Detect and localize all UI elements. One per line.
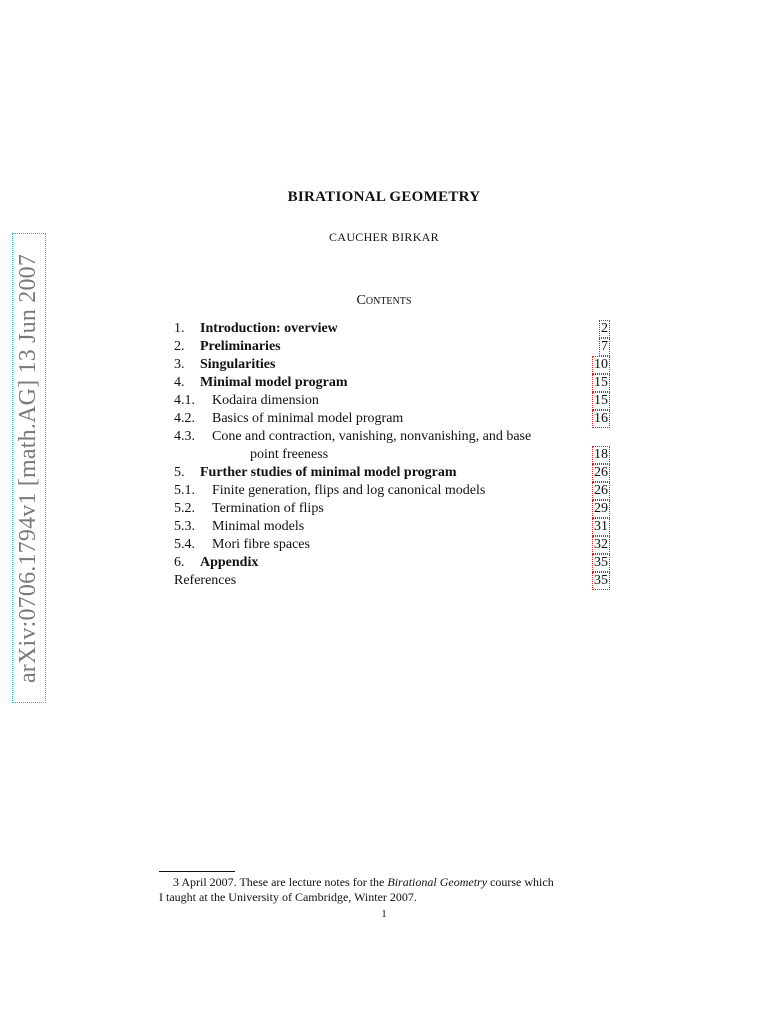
footnote-text: course which xyxy=(487,875,554,889)
toc-page-link[interactable]: 29 xyxy=(594,501,608,516)
toc-entry-number: 5.2. xyxy=(174,501,195,516)
toc-page-link[interactable]: 10 xyxy=(594,357,608,372)
toc-entry-kodaira-dimension xyxy=(174,392,610,410)
toc-entry-title: Minimal models xyxy=(212,519,305,534)
toc-entry-title: Termination of flips xyxy=(212,501,324,516)
toc-entry-title: Basics of minimal model program xyxy=(212,411,404,426)
arxiv-identifier: arXiv:0706.1794v1 [math.AG] 13 Jun 2007 xyxy=(15,253,42,683)
toc-entry-title-group xyxy=(212,428,531,464)
toc-page-link[interactable]: 26 xyxy=(594,465,608,480)
toc-entry-preliminaries xyxy=(174,338,610,356)
footnote-course-name: Birational Geometry xyxy=(387,875,488,889)
toc-entry-introduction xyxy=(174,320,610,338)
toc-page-link[interactable]: 26 xyxy=(594,483,608,498)
toc-entry-number: 3. xyxy=(174,357,185,372)
toc-page-link[interactable]: 18 xyxy=(594,447,608,462)
toc-entry-finite-generation xyxy=(174,482,610,500)
toc-entry-number: 5.1. xyxy=(174,483,195,498)
footnote-line-1 xyxy=(159,875,611,890)
toc-entry-title: Introduction: overview xyxy=(200,321,338,336)
toc-page-link[interactable]: 15 xyxy=(594,375,608,390)
toc-page-link[interactable]: 35 xyxy=(594,555,608,570)
table-of-contents xyxy=(174,320,610,590)
toc-entry-number: 5.4. xyxy=(174,537,195,552)
toc-entry-minimal-model-program xyxy=(174,374,610,392)
toc-entry-termination-of-flips xyxy=(174,500,610,518)
toc-entry-title: Kodaira dimension xyxy=(212,393,319,408)
toc-entry-title-continued: point freeness xyxy=(250,447,329,462)
toc-entry-number: 4.1. xyxy=(174,393,195,408)
footnote-line-2: I taught at the University of Cambridge, Winter 2007. xyxy=(159,890,417,904)
toc-entry-title: Further studies of minimal model program xyxy=(200,465,457,480)
toc-entry-number: 4. xyxy=(174,375,185,390)
toc-entry-number: 5.3. xyxy=(174,519,195,534)
toc-entry-title: Singularities xyxy=(200,357,276,372)
toc-entry-further-studies xyxy=(174,464,610,482)
toc-entry-references xyxy=(174,572,610,590)
paper-title: BIRATIONAL GEOMETRY xyxy=(287,189,481,205)
footnote-text: 3 April 2007. These are lecture notes for the xyxy=(173,875,388,889)
toc-entry-number: 5. xyxy=(174,465,185,480)
toc-entry-title: Mori fibre spaces xyxy=(212,537,310,552)
toc-entry-title: Finite generation, flips and log canonical models xyxy=(212,483,486,498)
toc-entry-cone-contraction xyxy=(174,428,610,464)
toc-page-link[interactable]: 15 xyxy=(594,393,608,408)
toc-entry-mori-fibre-spaces xyxy=(174,536,610,554)
toc-entry-minimal-models xyxy=(174,518,610,536)
toc-entry-appendix xyxy=(174,554,610,572)
toc-entry-basics-mmp xyxy=(174,410,610,428)
toc-entry-number: 2. xyxy=(174,339,185,354)
toc-page-link[interactable]: 31 xyxy=(594,519,608,534)
toc-page-link[interactable]: 7 xyxy=(601,339,608,354)
toc-entry-number: 4.3. xyxy=(174,429,195,444)
toc-entry-number: 6. xyxy=(174,555,185,570)
toc-entry-title: Preliminaries xyxy=(200,339,281,354)
toc-page-link[interactable]: 35 xyxy=(594,573,608,588)
toc-page-link[interactable]: 16 xyxy=(594,411,608,426)
toc-entry-singularities xyxy=(174,356,610,374)
paper-author: CAUCHER BIRKAR xyxy=(329,230,439,244)
footnote xyxy=(159,875,611,905)
contents-heading: Contents xyxy=(356,293,412,308)
toc-page-link[interactable]: 32 xyxy=(594,537,608,552)
footnote-rule xyxy=(159,871,235,872)
page-number: 1 xyxy=(381,908,387,920)
toc-entry-number: 1. xyxy=(174,321,185,336)
toc-entry-title: Appendix xyxy=(200,555,259,570)
toc-entry-number: 4.2. xyxy=(174,411,195,426)
toc-entry-title: Cone and contraction, vanishing, nonvanishing, and base xyxy=(212,429,532,444)
toc-entry-title: Minimal model program xyxy=(200,375,348,390)
toc-page-link[interactable]: 2 xyxy=(601,321,608,336)
toc-entry-title: References xyxy=(174,573,237,588)
